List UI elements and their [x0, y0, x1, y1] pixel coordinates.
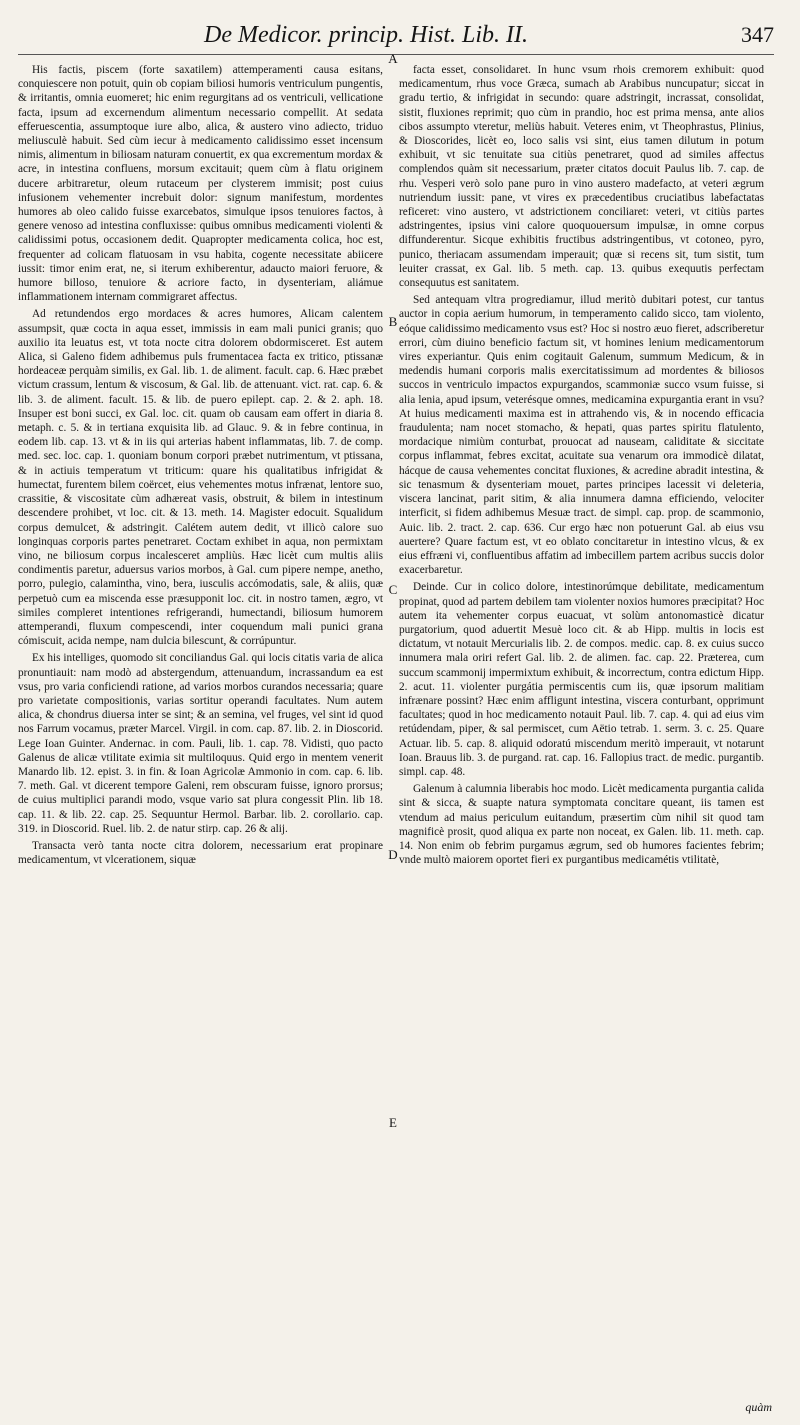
- paragraph: Ad retundendos ergo mordaces & acres humores, Alicam calentem assumpsit, quæ cocta in aqua esset, immissis in eam mali punici granis; quo auxilio ita leuatus est, vt tota nocte citra dolorem obdormisceret. Est autem Alica, si Galeno fidem adhibemus puls frumentacea facta ex tritico, ptissanæ hordeaceæ perquàm similis, ex Gal. lib. 1. de aliment. facult. cap. 6. Hæc præbet victum crassum, lentum & viscosum, & Gal. lib. de attenuant. vict. rat. cap. 6. & lib. 3. de aliment. facult. 15. & lib. de puero epilept. cap. 2. & 2. aph. 18. Insuper est boni succi, ex Gal. loc. cit. quam ob causam eam offert in diaria 8. metaph. c. 5. & in tertiana exquisita lib. ad Glauc. 9. & in febre continua, in eodem lib. cap. 13. vt & in iis qui arterias habent inflammatas, lib. 7. de comp. med. sec. loc. cap. 1. quoniam bonum corpori præbet nutrimentum, vt ptissana, & in actiuis temperatum vt triticum: quare his qualitatibus infrigidat & humectat, furentem bilem coërcet, eius vehementes motus infrænat, lentore suo, crassitie, & viscositate cùm adhæreat vasis, obstruit, & bilem in intestinum descendere prohibet, vt loc. cit. & 13. meth. 14. Magister edocuit. Squalidum corpus demulcet, & adstringit. Calétem autem dedit, vt illicò calore suo longinquas corporis partes penetraret. Coctam exhibet in aqua, non permixtam vino, ne biliosum corpus incalesceret ampliùs. Hæc licèt cum multis aliis condimentis paretur, aduersus varios morbos, à Gal. cum pipere nempe, anetho, porro, pulegio, calamintha, vino, bera, iusculis accómodatis, sale, & aliis, quæ perpetuò cum ea miscenda esse præsupponit loc. cit. in nostro tamen, ægro, vt similes compleret intentiones refrigerandi, humectandi, biliosum humorem attemperandi, fluxum compescendi, inter coquendum mali punici grana cómiscuit, acida nempe, nam dulcia bilescunt, & corrúpuntur.: [18, 308, 383, 648]
- paragraph: Sed antequam vltra progrediamur, illud meritò dubitari potest, cur tantus auctor in copia aerium humorum, in temperamento calido sicco, tam violento, eóque calidissimo medicamento vsus est? Hoc si nostro æuo fieret, adscriberetur errori, cùm diuino beneficio factum sit, vt homines lenium medicamentorum vires experiantur. Quis enim cogitauit Galenum, summum Medicum, & in medendis humani corporis malis exercitatissimum ad mordentes & biliosos succos in ventriculo impactos expurgandos, scammoniæ succo vsum fuisse, si alia lenia, apud ipsum, veterésque omnes, medicamina expurgantia erant in vsu? At huius medicamenti maxima est in attrahendo vis, & in nocendo efficacia fraudulenta; nam nocet stomacho, & hepati, quas partes spiritu flatulento, mordacique nimiùm conturbat, prouocat ad nauseam, caliditate & siccitate corpus inflammat, febres excitat, acuitate sua venarum ora immodicè dilatat, hácque de causa vehementes concitat fluxiones, & acredine abradit intestina, & sic tenasmum & dysenteriam mouet, partes principes lacessit vi deleteria, viscera lancinat, parit sitim, & alia innumera damna efficiendo, velociter interficit, si fidem adhibemus Mesuæ tract. de simpl. cap. prop. de scammonio, Auic. lib. 2. tract. 2. cap. 636. Cur ergo hæc non potuerunt Gal. ab eius vsu auertere? Quare factum est, vt eo oblato concitaretur in intestino vlcus, & ex eius effræni vi, confluentibus affatim ad imbecillem partem acribus succis dolor exacerbaretur.: [399, 294, 764, 577]
- right-column: [399, 63, 764, 870]
- margin-letter-c: C: [388, 582, 398, 597]
- text-columns: [18, 63, 774, 870]
- margin-letter-d: D: [388, 847, 398, 862]
- paragraph: Transacta verò tanta nocte citra dolorem, necessarium erat propinare medicamentum, vt vlcerationem, siquæ: [18, 839, 383, 867]
- paragraph: His factis, piscem (forte saxatilem) attemperamenti causa esitans, conquiescere non potuit, quin ob copiam biliosi humoris ventriculum pungentis, & irritantis, omnia euomeret; hic enim regurgitans ad os ventriculi, vellicatione facta, ipsum ad excernendum alimentum necessario compellit. At sedata efferuescentia, assumptoque iure albo, alica, & austero vino adiecto, triduo meliusculè habuit. Sed cùm iecur à medicamento calidissimo esset incensum nimis, alimentum in biliosam naturam conuertit, ex qua excrementum mordax & acre, in intestina confluens, morsum excitauit; quem cùm à flatu originem ducere arbitraretur, oleum rutaceum per clysterem immisit; post cuius infusionem vehementer increbuit dolor: signum manifestum, mordentes humores ab oleo calido fuisse exarcebatos, simulque ipsos tenuiores factos, à genere venoso ad intestina confluxisse: quibus omnibus medicamenti violenti & calidissimi potus, occasionem dedit. Quapropter medicamenta colica, hoc est, frequenter ad colicam flatuosam in vsu habita, cogente necessitate abiicere iussit: timor enim erat, ne, si iterum exhiberentur, adaucto maiori feruore, & humore billoso, tenuiore & acriore facto, in dysenteriam, aliámue inflammationem internam commigraret affectus.: [18, 64, 383, 304]
- catchword: quàm: [745, 1400, 772, 1414]
- page-header: [18, 18, 774, 55]
- running-head: De Medicor. princip. Hist. Lib. II.: [204, 22, 528, 48]
- paragraph: facta esset, consolidaret. In hunc vsum rhois cremorem exhibuit: quod medicamentum, rhus voce Græca, sumach ab Arabibus nuncupatur; siccat in gradu tertio, & infrigidat in secundo: quare adstringit, incrassat, consolidat, sistit, fluxiones reprimit; quo cùm in prandio, hoc est prima mensa, ante alios cibos assumpto vteretur, meliùs habuit. Veteres enim, vt Theophrastus, Plinius, & Dioscorides, licèt eo, loco salis vsi sint, eius tamen dilutum in potum exhibuit, vt sic tenuitate sua citiùs penetraret, quod ad similes affectus complendos quàm sit necessarium, præter citatos docuit Paulus lib. 7. cap. de rhu. Vesperi verò solo pane puro in vino austero madefacto, at veteri ægrum nutriendum iussit: pane, vt vires ex præcedentibus cruciatibus labefactatas reficeret: vino austero, vt adstrictionem conciliaret: veteri, vt citiùs partes adstringentes, ipsius vini calore quoquouersum impulsæ, in omne corpus diffunderentur. Sicque exhibitis fructibus adstringentibus, vt cotoneo, pyro, punico, theriacam assumendam imperauit; quæ si recens sit, tum sistit, tum leuiter crassat, ex Gal. lib. 5 meth. cap. 13. quibus exequutis perfectam consequutus est sanitatem.: [399, 64, 764, 290]
- paragraph: Deinde. Cur in colico dolore, intestinorúmque debilitate, medicamentum propinat, quod ad partem debilem tam violenter noxios humores præcipitat? Hoc autem ita vehementer corpus euacuat, vt solùm antonomasticè dicatur purgatorium, quod aduertit Mesuè loco cit. & ab Hipp. multis in locis est dictatum, vt notauit Mercurialis lib. 2. de compos. medic. cap. 8. ex cuius succo innumera mala oriri refert Gal. lib. 2. de alimen. fac. cap. 22. Præterea, cum succum scammonij impermixtum exhibuit, & incorrectum, contra edictum Hipp. 2. acut. 11. violenter purgátia permiscentis cum iis, quæ ipsorum malitiam infrænare possint? Hæc enim affligunt intestina, viscera conturbant, opprimunt facultates; quod in hoc medicamento notauit Paul. lib. 7. cap. 4. qui ad eius vim retúdendam, piper, & sal permiscet, cum Aëtio tetrab. 1. serm. 3. c. 25. Quare Actuar. lib. 5. cap. 8. aliquid odoratú miscendum meritò imperauit, vt notarunt Ioan. Brauus lib. 3. de purgand. rat. cap. 16. Fallopius tract. de medic. purgantib. simpl. cap. 48.: [399, 581, 764, 778]
- margin-letter-a: A: [388, 51, 398, 66]
- paragraph: Ex his intelliges, quomodo sit conciliandus Gal. qui locis citatis varia de alica pronuntiauit: nam modò ad abstergendum, attenuandum, incrassandum ea est vsus, pro varia conficiendi ratione, ad varios morbos curandos necessaria; quare pro varietate compositionis, varias sortitur operandi facultates. Num autem alica, & chondrus diuersa inter se sint; & an semina, vel fruges, vel sint id quod nos Farrum vocamus, præter Marcel. Virgil. in com. cap. 87. lib. 2. in Dioscorid. Lege Ioan Guinter. Andernac. in com. Pauli, lib. 1. cap. 78. Vidisti, quo pacto Galenus de alicæ vtilitate eximia sit multiloquus. Quid ergo in mentem venerit Manardo lib. 12. epist. 3. in fin. & Ioan Agricolæ Ammonio in com. cap. 6. lib. 7. meth. Gal. vt dicerent tempore Galeni, rem obscuram fuisse, ignoro prorsus; de cuius multiplici parandi modo, vsque vario sat plura congessit Plin. lib 18. cap. 11. & lib. 22. cap. 25. Sequuntur Hermol. Barbar. lib. 2. corollario. cap. 319. in Dioscorid. Ruel. lib. 2. de natur stirp. cap. 26 & alij.: [18, 652, 383, 835]
- margin-letter-e: E: [389, 1115, 397, 1130]
- margin-letter-b: B: [388, 314, 398, 329]
- left-column: [18, 63, 383, 870]
- paragraph: Galenum à calumnia liberabis hoc modo. Licèt medicamenta purgantia calida sint & sicca, & suapte natura symptomata concitare queant, iis tamen est vtendum ad maius periculum euitandum, præsertim cùm nihil sit quod tam magnificè prosit, quod aliqua ex parte non noceat, ex Galen. lib. 11. meth. cap. 14. Non enim ob febrim purgamus ægrum, sed ob humores facientes febrim; vnde multò maiorem oportet fieri ex purgantibus medicamétis vtilitatè,: [399, 783, 764, 867]
- page-number: 347: [741, 22, 774, 47]
